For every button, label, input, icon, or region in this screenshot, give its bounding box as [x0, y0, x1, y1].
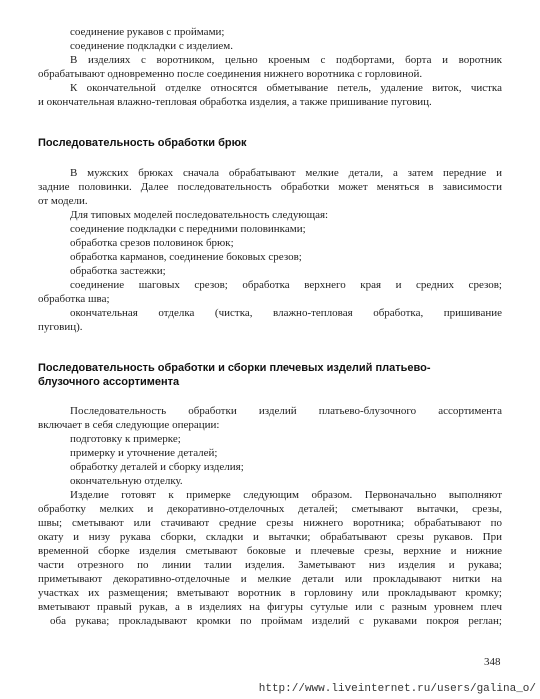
list-item: соединение шаговых срезов; обработка верхнего края и средних срезов;: [70, 279, 502, 291]
list-item: обработка шва;: [38, 293, 110, 305]
list-item: обработку деталей и сборку изделия;: [70, 461, 244, 473]
footer-url[interactable]: http://www.liveinternet.ru/users/galina_o/: [258, 683, 536, 695]
text-line: обрабатывают одновременно после соединения нижнего воротника с горловиной.: [38, 68, 423, 80]
text-line: Последовательность обработки изделий платьево-блузочного ассортимента: [70, 405, 502, 417]
text-line: приметывают декоративно-отделочные и мелкие детали или прокладывают нитки на: [38, 573, 502, 585]
text-line: Изделие готовят к примерке следующим образом. Первоначально выполняют: [70, 489, 502, 501]
list-item: окончательная отделка (чистка, влажно-тепловая обработка, пришивание: [70, 307, 502, 319]
list-item: обработка срезов половинок брюк;: [70, 237, 234, 249]
page-number: 348: [484, 656, 501, 668]
section-heading-line: Последовательность обработки и сборки плечевых изделий платьево-: [38, 362, 431, 374]
text-line: задние половинки. Далее последовательность обработки может меняться в зависимости: [38, 181, 502, 193]
text-line: оба рукава; прокладывают кромки по проймам изделий с рукавами покроя реглан;: [50, 615, 502, 627]
text-line: В изделиях с воротником, цельно кроеным с подбортами, борта и воротник: [70, 54, 502, 66]
text-line: включает в себя следующие операции:: [38, 419, 220, 431]
list-item: обработка карманов, соединение боковых срезов;: [70, 251, 302, 263]
text-line: соединение подкладки с изделием.: [70, 40, 233, 52]
text-line: соединение рукавов с проймами;: [70, 26, 225, 38]
text-line: и окончательная влажно-тепловая обработка изделия, а также пришивание пуговиц.: [38, 96, 432, 108]
list-item: примерку и уточнение деталей;: [70, 447, 218, 459]
text-line: швы; сметывают или стачивают средние срезы нижнего воротника; обрабатывают по: [38, 517, 502, 529]
text-line: окату и низу рукава сборки, складки и вытачки; обрабатывают срезы рукавов. При: [38, 531, 502, 543]
text-line: участках их размещения; вметывают воротник в горловину или прокладывают кромку;: [38, 587, 502, 599]
list-item: соединение подкладки с передними половинками;: [70, 223, 306, 235]
list-item: окончательную отделку.: [70, 475, 183, 487]
list-item: подготовку к примерке;: [70, 433, 181, 445]
text-line: В мужских брюках сначала обрабатывают мелкие детали, а затем передние и: [70, 167, 502, 179]
text-line: вметывают правый рукав, а в изделиях на фигуры сутулые или с разным уровнем плеч: [38, 601, 502, 613]
text-line: временной сборке изделия сметывают боковые и плечевые срезы, верхние и нижние: [38, 545, 502, 557]
text-line: обработку мелких и декоративно-отделочных деталей; сметывают вытачки, срезы,: [38, 503, 502, 515]
text-line: К окончательной отделке относятся обметывание петель, удаление виток, чистка: [70, 82, 502, 94]
list-item: обработка застежки;: [70, 265, 166, 277]
text-line: Для типовых моделей последовательность следующая:: [70, 209, 329, 221]
section-heading-line: блузочного ассортимента: [38, 376, 180, 388]
text-line: части отрезного по линии талии изделия. Заметывают низ изделия и рукава;: [38, 559, 502, 571]
text-line: от модели.: [38, 195, 88, 207]
section-heading: Последовательность обработки брюк: [38, 137, 247, 149]
list-item: пуговиц).: [38, 321, 83, 333]
